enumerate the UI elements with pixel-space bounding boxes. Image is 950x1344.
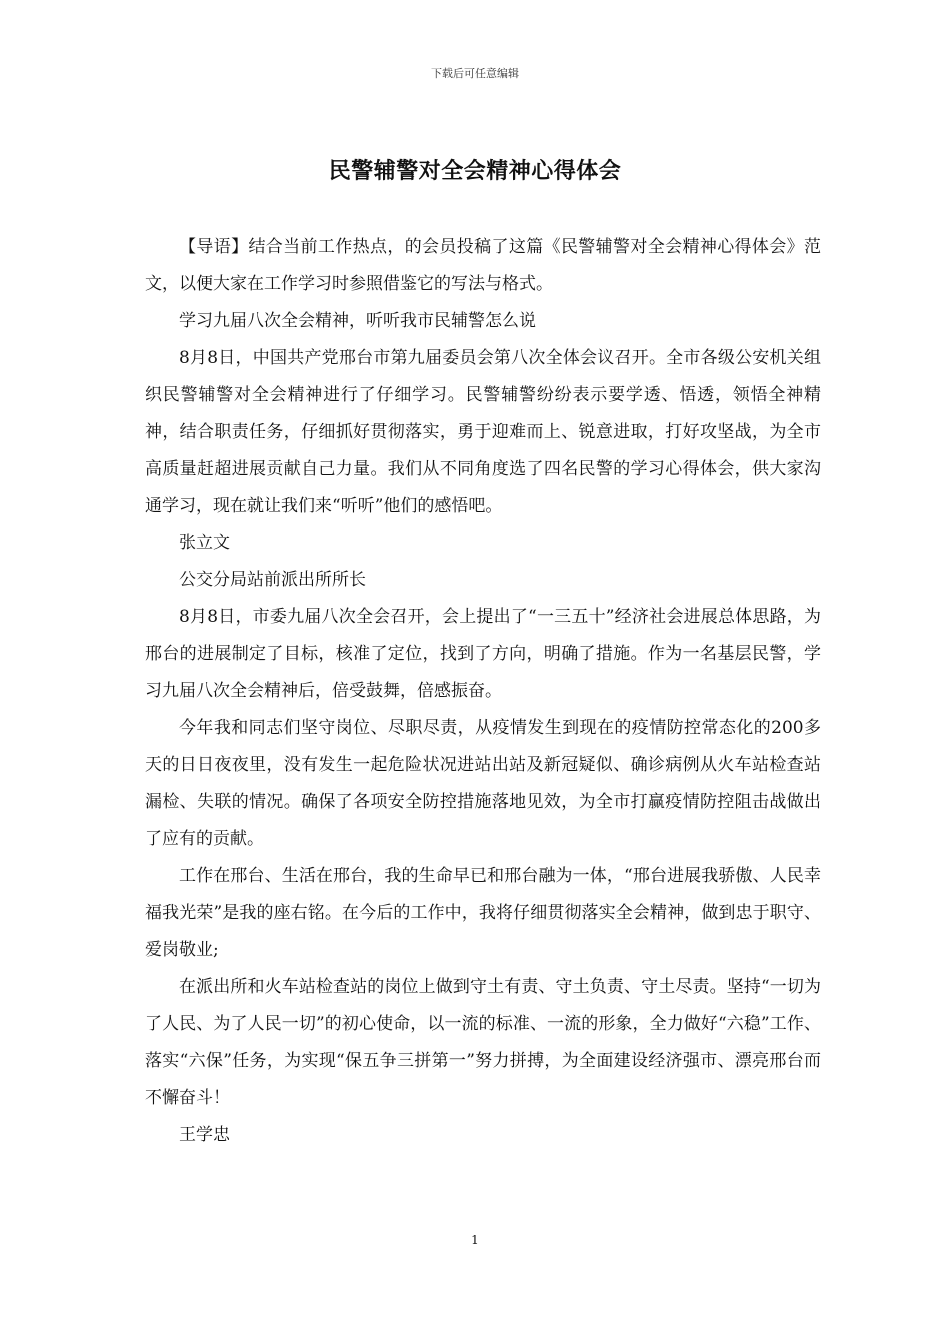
paragraph-speaker-remarks-1: 8月8日，市委九届八次全会召开，会上提出了“一三五十”经济社会进展总体思路，为邢台的进展制定了目标，核准了定位，找到了方向，明确了措施。作为一名基层民警，学习九届八次全会精神后，倍受鼓舞，倍感振奋。 [145, 607, 821, 701]
paragraph-meeting-summary: 8月8日，中国共产党邢台市第九届委员会第八次全体会议召开。全市各级公安机关组织民警辅警对全会精神进行了仔细学习。民警辅警纷纷表示要学透、悟透，领悟全神精神，结合职责任务，仔细抓好贯彻落实，勇于迎难而上、锐意进取，打好攻坚战，为全市高质量赶超进展贡献自己力量。我们从不同角度选了四名民警的学习心得体会，供大家沟通学习，现在就让我们来“听听”他们的感悟吧。 [145, 348, 821, 516]
paragraph-subheading: 学习九届八次全会精神，听听我市民辅警怎么说 [179, 311, 536, 331]
header-note: 下载后可任意编辑 [431, 67, 519, 80]
page-number: 1 [471, 1233, 479, 1247]
document-body [145, 229, 821, 1154]
document-title: 民警辅警对全会精神心得体会 [328, 158, 622, 184]
paragraph-speaker-name: 张立文 [179, 533, 230, 553]
paragraph-speaker-remarks-3: 工作在邢台、生活在邢台，我的生命早已和邢台融为一体，“邢台进展我骄傲、人民幸福我光荣”是我的座右铭。在今后的工作中，我将仔细贯彻落实全会精神，做到忠于职守、爱岗敬业; [145, 866, 821, 960]
paragraph-speaker-remarks-4: 在派出所和火车站检查站的岗位上做到守土有责、守土负责、守土尽责。坚持“一切为了人民、为了人民一切”的初心使命，以一流的标准、一流的形象，全力做好“六稳”工作、落实“六保”任务，为实现“保五争三拼第一”努力拼搏，为全面建设经济强市、漂亮邢台而不懈奋斗！ [145, 977, 821, 1108]
paragraph-speaker-title: 公交分局站前派出所所长 [179, 570, 366, 590]
paragraph-next-speaker-name: 王学忠 [179, 1125, 230, 1145]
paragraph-intro: 【导语】结合当前工作热点，的会员投稿了这篇《民警辅警对全会精神心得体会》范文，以便大家在工作学习时参照借鉴它的写法与格式。 [145, 237, 821, 294]
paragraph-speaker-remarks-2: 今年我和同志们坚守岗位、尽职尽责，从疫情发生到现在的疫情防控常态化的200多天的日日夜夜里，没有发生一起危险状况进站出站及新冠疑似、确诊病例从火车站检查站漏检、失联的情况。确保了各项安全防控措施落地见效，为全市打赢疫情防控阻击战做出了应有的贡献。 [145, 718, 821, 849]
